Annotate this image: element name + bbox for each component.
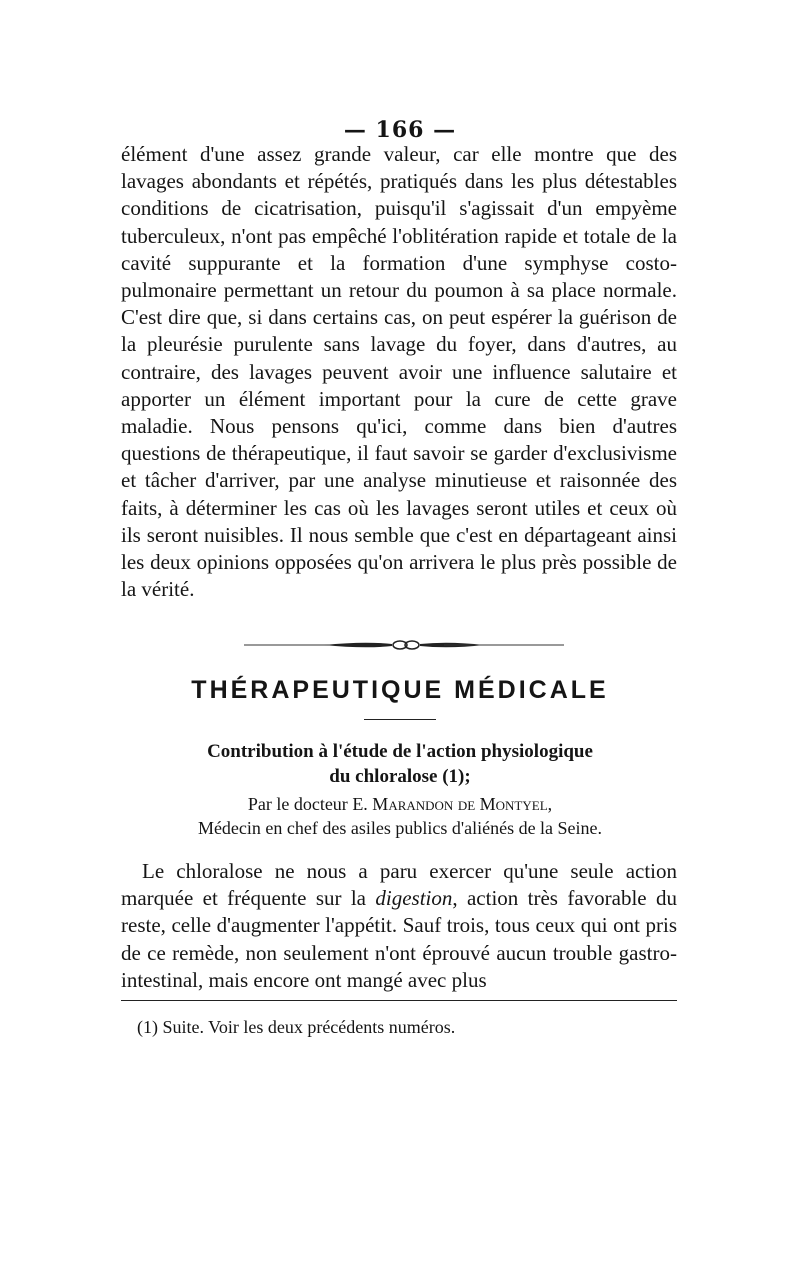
body-paragraph-1: élément d'une assez grande valeur, car elle montre que des lavages abondants et répétés, pratiqués dans les plus détestables conditions de cicatrisation, puisqu'il s'agissait d'un empyème tuberculeux, n'ont pas empêché l'oblitération rapide et totale de la cavité suppurante et la formation d'une symphyse costo-pulmonaire permettant un retour du poumon à sa place normale. C'est dire que, si dans certains cas, on peut espérer la guérison de la pleurésie purulente sans lavage du foyer, dans d'autres, au contraire, des lavages peuvent avoir une influence salutaire et apporter un élément important pour la cure de cette grave maladie. Nous pensons qu'ici, comme dans bien d'autres questions de thérapeutique, il faut savoir se garder d'exclusivisme et tâcher d'arriver, par une analyse minutieuse et raisonnée des faits, à déterminer les cas où les lavages seront utiles et ceux où ils seront nuisibles. Il nous semble que c'est en départageant ainsi les deux opinions opposées qu'on arrivera le plus près possible de la vérité. (121, 142, 677, 602)
author-line (0, 793, 800, 816)
ornamental-divider (244, 638, 564, 652)
footnote: (1) Suite. Voir les deux précédents numéros. (137, 1017, 456, 1037)
page-number: — 166 — (343, 117, 457, 143)
author-prefix: Par le docteur (247, 794, 353, 814)
section-title: THÉRAPEUTIQUE MÉDICALE (191, 676, 609, 704)
article-title-line-2: du chloralose (1); (329, 766, 471, 787)
body-paragraph-2 (121, 858, 677, 994)
paragraph-2-text-end: , action très favorable du reste, celle d'augmenter l'appétit. Sauf trois, tous ceux qui ont pris de ce remède, non seulement n'ont éprouvé aucun trouble gastro-intestinal, mais encore ont mangé avec plus (121, 886, 677, 992)
footnote-rule (121, 1000, 677, 1001)
author-name: E. Marandon de Montyel, (352, 794, 553, 814)
author-affiliation: Médecin en chef des asiles publics d'aliénés de la Seine. (197, 818, 603, 838)
paragraph-2-italic-word: digestion (375, 886, 453, 911)
paragraph-2-text-start: Le chloralose ne nous a paru exercer qu'une seule action marquée et fréquente sur la (121, 859, 677, 911)
article-title-line-1: Contribution à l'étude de l'action physiologique (207, 741, 593, 762)
article-title (140, 739, 660, 789)
title-rule (364, 719, 436, 720)
